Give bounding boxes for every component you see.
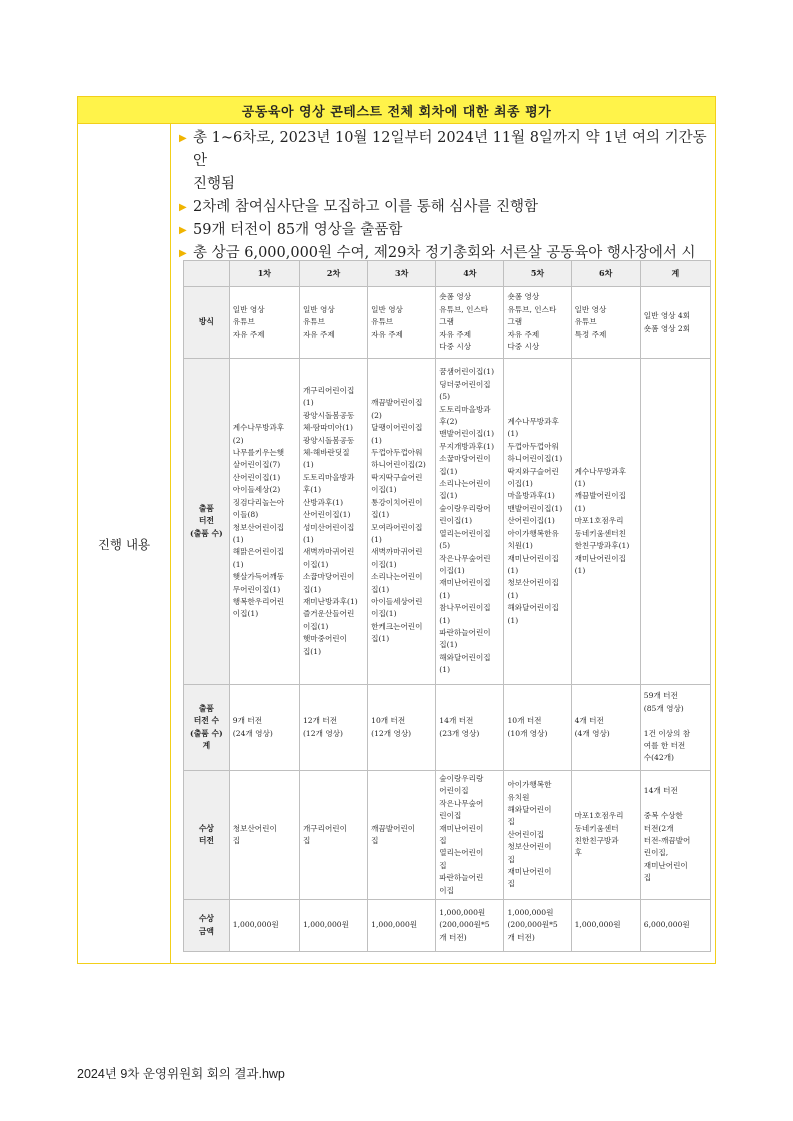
table-cell: 계수나무방과후 (1) 두껍아두껍아워 하니어린이집(1) 딱지와구슬어린 이집(1) 마을방과후(1) 맨발어린이집(1) 산어린이집(1) 아이가행복한유 치원(1) 재미난어린이집 (1) 청보산어린이집 (1) 해와달어린이집 (1) [504,359,571,685]
table-cell: 숲이랑우리랑 어린이집 작은나무숲어 린이집 재미난어린이 집 열리는어린이 집 파란하늘어린 이집 [436,771,504,900]
table-row [184,359,711,685]
column-header: 4차 [436,261,504,287]
table-cell: 마포1호점우리 동네키움센터 친한친구방과 후 [571,771,640,900]
table-cell: 1,000,000원 [299,900,367,952]
table-cell: 꿈샘어린이집(1) 딩더쿵어린이집 (5) 도토리마을방과 후(2) 맨발어린이집(1) 무지개방과후(1) 소꿉마당어린이 집(1) 소리나는어린이 집(1) 숲이랑우리랑어 린이집(1) 열리는어린이집 (5) 작은나무숲어린 이집(1) 재미난어린이집 (1) 참나무어린이집 (1) 파란하늘어린이 집(1) 해와달어린이집 (1) [436,359,504,685]
table-header-row [184,261,711,287]
table-cell [640,359,710,685]
bullet-continuation: 진행됨 [193,176,236,192]
table-cell: 10개 터전 (12개 영상) [368,685,436,771]
section-label: 진행 내용 [78,124,171,963]
table-row [184,900,711,952]
bullet-item: ▶ 총 상금 6,000,000원 수여, 제29차 정기총회와 서른살 공동육아 행사장에서 시 [179,242,709,288]
row-header: 출품 터전 수 (출품 수) 계 [184,685,230,771]
table-cell: 일반 영상 유튜브 자유 주제 [299,287,367,359]
table-cell: 숏폼 영상 유튜브, 인스타 그램 자유 주제 다중 시상 [504,287,571,359]
column-header: 5차 [504,261,571,287]
bullet-item: ▶ 총 1~6차로, 2023년 10월 12일부터 2024년 11월 8일까지 약 1년 여의 기간동안 진행됨 [179,127,709,196]
table-cell: 14개 터전 (23개 영상) [436,685,504,771]
table-cell: 12개 터전 (12개 영상) [299,685,367,771]
row-header: 수상 금액 [184,900,230,952]
bullet-item: ▶ 2차례 참여심사단을 모집하고 이를 통해 심사를 진행함 [179,196,709,219]
table-cell: 1,000,000원 (200,000원*5 개 터전) [504,900,571,952]
table-cell: 깨끔발어린이 집 [368,771,436,900]
table-cell: 9개 터전 (24개 영상) [229,685,299,771]
table-cell: 계수나무방과후 (1) 깨끔발어린이집 (1) 마포1호점우리 동네키움센터친 한친구방과후(1) 재미난어린이집 (1) [571,359,640,685]
table-cell: 일반 영상 유튜브 특정 주제 [571,287,640,359]
table-cell: 청보산어린이 집 [229,771,299,900]
table-cell: 계수나무방과후 (2) 나무를키우는햇 살어린이집(7) 산어린이집(1) 아이들세상(2) 징검다리놀는아 이들(8) 청보산어린이집 (1) 해맑은어린이집 (1) 햇살가득어깨동 무어린이집(1) 행복한우리어린 이집(1) [229,359,299,685]
table-cell: 일반 영상 유튜브 자유 주제 [368,287,436,359]
triangle-bullet-icon: ▶ [179,202,187,213]
row-header: 방식 [184,287,230,359]
column-header [184,261,230,287]
column-header: 6차 [571,261,640,287]
table-cell: 1,000,000원 [368,900,436,952]
table-row [184,771,711,900]
footer-filename: 2024년 9차 운영위원회 회의 결과.hwp [77,1067,285,1081]
column-header: 2차 [299,261,367,287]
contest-summary-table [183,260,711,952]
table-cell: 개구리어린이집 (1) 광양시돌봄공동 체-땀따미아(1) 광양시돌봄공동 체-해바란딧질 (1) 도토리마을방과 후(1) 산방과후(1) 산어린이집(1) 성미산어린이집 (1) 새벽까마귀어린 이집(1) 소꿉마당어린이 집(1) 재미난방과후(1) 즐거운산들어린 이집(1) 햇마중어린이 집(1) [299,359,367,685]
table-cell: 1,000,000원 (200,000원*5 개 터전) [436,900,504,952]
table-cell: 6,000,000원 [640,900,710,952]
table-cell: 59개 터전 (85개 영상) 1건 이상의 참 여를 한 터전 수(42개) [640,685,710,771]
table-cell: 14개 터전 중복 수상한 터전(2개 터전-깨끔발어 린이집, 재미난어린이 집 [640,771,710,900]
table-cell: 4개 터전 (4개 영상) [571,685,640,771]
triangle-bullet-icon: ▶ [179,133,187,144]
bullet-item: ▶ 59개 터전이 85개 영상을 출품함 [179,219,709,242]
table-cell: 1,000,000원 [571,900,640,952]
section-title: 공동육아 영상 콘테스트 전체 회차에 대한 최종 평가 [78,97,715,124]
table-cell: 1,000,000원 [229,900,299,952]
table-cell: 개구리어린이 집 [299,771,367,900]
row-header: 출품 터전 (출품 수) [184,359,230,685]
table-row [184,287,711,359]
column-header: 3차 [368,261,436,287]
table-cell: 깨끔발어린이집 (2) 달팽이어린이집 (1) 두껍아두껍아워 하니어린이집(2) 딱지딱구슬어린 이집(1) 통강이치어린이 집(1) 모여라어린이집 (1) 새벽까마귀어린 이집(1) 소리나는어린이 집(1) 아이들세상어린 이집(1) 한케크는어린이 집(1) [368,359,436,685]
triangle-bullet-icon: ▶ [179,248,187,259]
table-cell: 일반 영상 4회 숏폼 영상 2회 [640,287,710,359]
table-cell: 숏폼 영상 유튜브, 인스타 그램 자유 주제 다중 시상 [436,287,504,359]
column-header: 계 [640,261,710,287]
triangle-bullet-icon: ▶ [179,225,187,236]
table-row [184,685,711,771]
column-header: 1차 [229,261,299,287]
table-cell: 10개 터전 (10개 영상) [504,685,571,771]
table-cell: 아이가행복한 유치원 해와달어린이 집 산어린이집 청보산어린이 집 재미난어린이 집 [504,771,571,900]
table-cell: 일반 영상 유튜브 자유 주제 [229,287,299,359]
row-header: 수상 터전 [184,771,230,900]
